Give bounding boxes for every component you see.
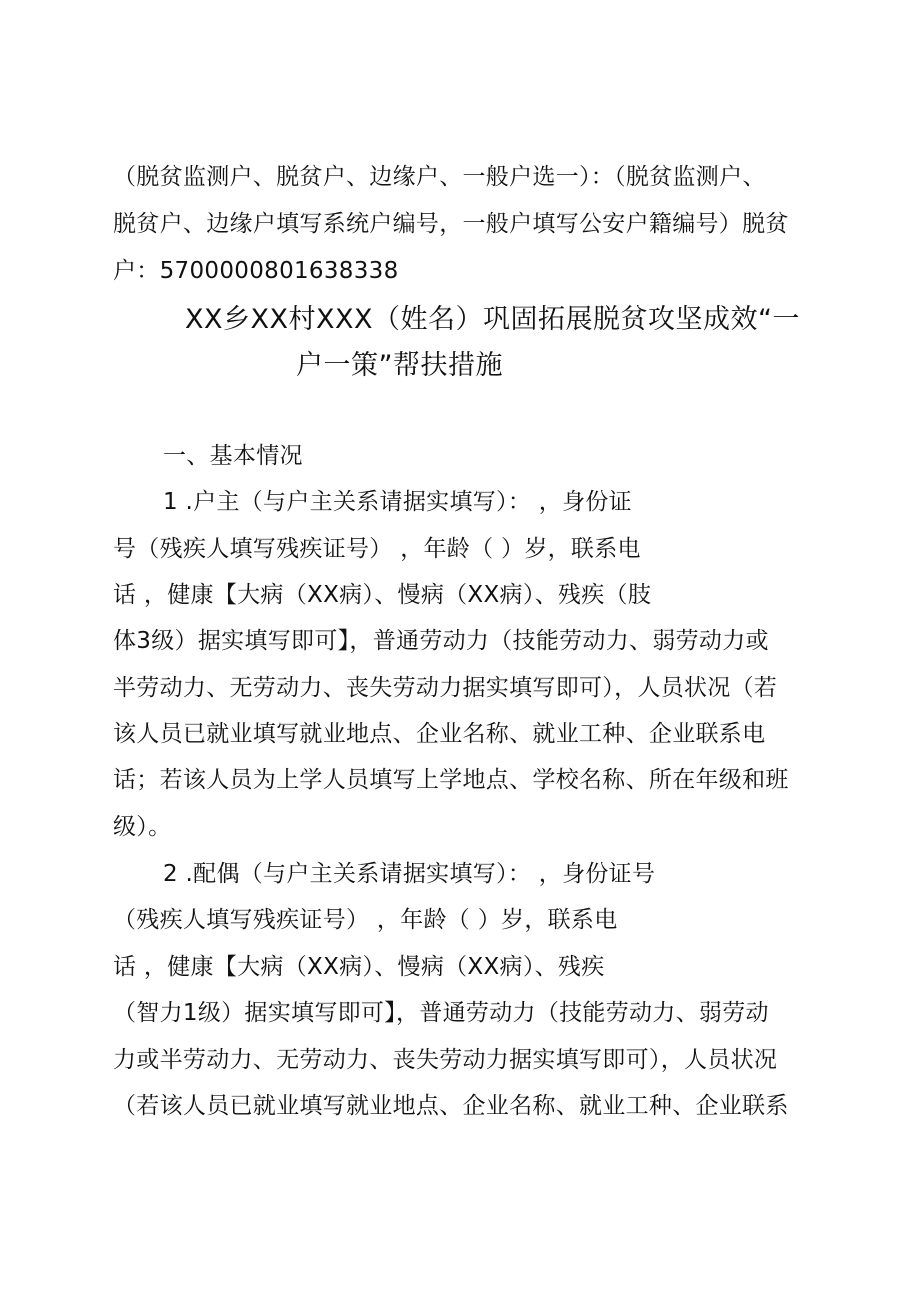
householder-line-6: 该人员已就业填写就业地点、企业名称、就业工种、企业联系电 [113,721,766,747]
householder-line-4: 体3级）据实填写即可】，普通劳动力（技能劳动力、弱劳动力或 [113,628,769,654]
document-title-line-2: 户一策”帮扶措施 [296,350,503,381]
household-id-line: 户：5700000801638338 [113,258,399,284]
householder-line-7: 话；若该人员为上学人员填写上学地点、学校名称、所在年级和班 [113,767,789,793]
householder-line-3: 话 ，健康【大病（XX病）、慢病（XX病）、残疾（肢 [113,582,652,608]
household-type-line-1: （脱贫监测户、脱贫户、边缘户、一般户选一）：（脱贫监测户、 [113,164,766,190]
section-heading-basic-info: 一、基本情况 [163,443,303,469]
householder-line-5: 半劳动力、无劳动力、丧失劳动力据实填写即可），人员状况（若 [113,675,778,701]
document-title-line-1: XX乡XX村XXX（姓名）巩固拓展脱贫攻坚成效“一 [185,304,800,335]
householder-line-1: 1 .户主（与户主关系请据实填写）： ，身份证 [163,489,632,515]
householder-line-8: 级）。 [113,814,172,840]
spouse-line-6: （若该人员已就业填写就业地点、企业名称、就业工种、企业联系 [113,1093,789,1119]
spouse-line-2: （残疾人填写残疾证号） ，年龄（ ）岁，联系电 [113,907,618,933]
household-type-line-2: 脱贫户、边缘户填写系统户编号，一般户填写公安户籍编号）脱贫 [113,211,789,237]
spouse-line-5: 力或半劳动力、无劳动力、丧失劳动力据实填写即可），人员状况 [113,1047,778,1073]
spouse-line-3: 话 ，健康【大病（XX病）、慢病（XX病）、残疾 [113,954,605,980]
spouse-line-1: 2 .配偶（与户主关系请据实填写）： ，身份证号 [163,861,656,887]
householder-line-2: 号（残疾人填写残疾证号） ，年龄（ ）岁，联系电 [113,536,641,562]
spouse-line-4: （智力1级）据实填写即可】，普通劳动力（技能劳动力、弱劳动 [113,1000,769,1026]
